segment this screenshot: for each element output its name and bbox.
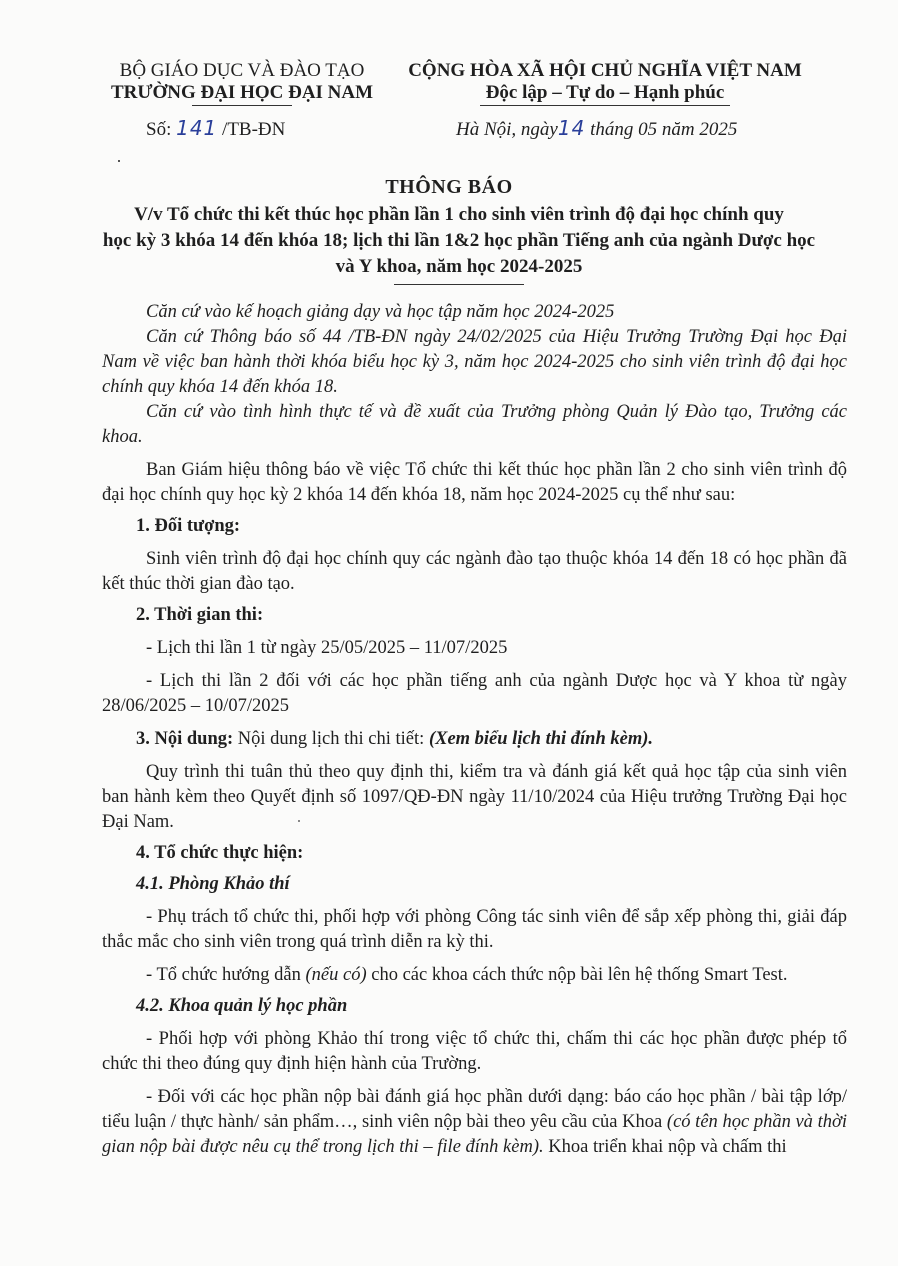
scan-speck-2 <box>298 820 300 822</box>
date-prefix: Hà Nội, ngày <box>456 119 558 140</box>
section-4-2-item-2-start: - Đối với các học phần nộp bài đánh giá học phần dưới dạng: báo cáo học phần / bài tập lớp/ tiểu luận / thực hành/ sản phẩm…, sinh viên nộp bài theo yêu cầu của Khoa <box>102 1087 847 1132</box>
section-2-item-2: - Lịch thi lần 2 đối với các học phần tiếng anh của ngành Dược học và Y khoa từ ngày 28/06/2025 – 10/07/2025 <box>102 671 847 716</box>
subject-line-1: V/v Tổ chức thi kết thúc học phần lần 1 cho sinh viên trình độ đại học chính quy <box>134 204 784 225</box>
section-4-2-item-2-end: Khoa triển khai nộp và chấm thi <box>548 1137 787 1157</box>
document-date <box>456 116 737 141</box>
section-3-attachment: (Xem biểu lịch thi đính kèm). <box>428 729 654 749</box>
national-motto: Độc lập – Tự do – Hạnh phúc <box>485 82 725 103</box>
section-4-2-item-1: - Phối hợp với phòng Khảo thí trong việc tổ chức thi, chấm thi các học phần được phép tổ chức thi theo đúng quy định hiện hành của Trường. <box>102 1029 847 1074</box>
section-4-2-heading: 4.2. Khoa quản lý học phần <box>136 996 348 1016</box>
section-4-1-item-2-end: cho các khoa cách thức nộp bài lên hệ thống Smart Test. <box>371 965 788 985</box>
section-4-1-item-1: - Phụ trách tổ chức thi, phối hợp với phòng Công tác sinh viên để sắp xếp phòng thi, giải đáp thắc mắc cho sinh viên trong quá trình diễn ra kỳ thi. <box>102 907 847 952</box>
section-3-paragraph: Quy trình thi tuân thủ theo quy định thi, kiểm tra và đánh giá kết quả học tập của sinh viên ban hành kèm theo Quyết định số 1097/QĐ-ĐN ngày 11/10/2024 của Hiệu trưởng Trường Đại học Đại Nam. <box>102 762 847 832</box>
motto-underline <box>480 105 730 106</box>
issuer-underline <box>192 105 292 106</box>
section-4-1-heading: 4.1. Phòng Khảo thí <box>136 874 290 894</box>
section-3-text: Nội dung lịch thi chi tiết: <box>237 729 425 749</box>
section-2-item-1: - Lịch thi lần 1 từ ngày 25/05/2025 – 11/07/2025 <box>146 638 508 658</box>
basis-1: Căn cứ vào kế hoạch giảng dạy và học tập năm học 2024-2025 <box>146 302 615 322</box>
section-3-line <box>102 727 847 752</box>
handwritten-number: 141 <box>176 116 218 140</box>
date-suffix: tháng 05 năm 2025 <box>590 119 738 140</box>
section-4-1-item-2 <box>102 963 847 988</box>
subject-line-2: học kỳ 3 khóa 14 đến khóa 18; lịch thi lần 1&2 học phần Tiếng anh của ngành Dược học <box>102 230 816 251</box>
basis-2: Căn cứ Thông báo số 44 /TB-ĐN ngày 24/02/2025 của Hiệu Trưởng Trường Đại học Đại Nam về việc ban hành thời khóa biểu học kỳ 3, năm học 2024-2025 cho sinh viên trình độ đại học chính quy khóa 14 đến khóa 18. <box>102 327 847 397</box>
national-header <box>390 60 820 106</box>
intro-paragraph: Ban Giám hiệu thông báo về việc Tổ chức thi kết thúc học phần lần 2 cho sinh viên trình độ đại học chính quy học kỳ 2 khóa 14 đến khóa 18, năm học 2024-2025 cụ thể như sau: <box>102 460 847 505</box>
republic-name: CỘNG HÒA XÃ HỘI CHỦ NGHĨA VIỆT NAM <box>408 60 802 81</box>
section-4-1-item-2-start: - Tổ chức hướng dẫn <box>146 965 301 985</box>
scan-speck <box>118 160 120 162</box>
section-3-heading: 3. Nội dung: <box>136 729 234 749</box>
number-suffix: /TB-ĐN <box>222 119 286 140</box>
section-2-heading: 2. Thời gian thi: <box>136 605 264 625</box>
document-number <box>146 116 285 141</box>
handwritten-day: 14 <box>557 116 586 140</box>
section-4-1-item-2-note: (nếu có) <box>305 965 367 985</box>
section-4-2-item-2-note: (có tên học phần và thời gian nộp bài được nêu cụ thể trong lịch thi – file đính kèm). <box>102 1112 847 1157</box>
basis-3: Căn cứ vào tình hình thực tế và đề xuất của Trưởng phòng Quản lý Đào tạo, Trưởng các khoa. <box>102 402 847 447</box>
document-subject <box>94 202 824 285</box>
document-body <box>102 300 847 1160</box>
section-1-text: Sinh viên trình độ đại học chính quy các ngành đào tạo thuộc khóa 14 đến 18 có học phần đã kết thúc thời gian đào tạo. <box>102 549 847 594</box>
section-4-heading: 4. Tổ chức thực hiện: <box>136 843 304 863</box>
school-name: TRƯỜNG ĐẠI HỌC ĐẠI NAM <box>110 82 374 103</box>
ministry-name: BỘ GIÁO DỤC VÀ ĐÀO TẠO <box>119 60 365 81</box>
section-1-heading: 1. Đối tượng: <box>136 516 241 536</box>
subject-underline <box>394 284 524 285</box>
document-title: THÔNG BÁO <box>385 176 513 198</box>
section-4-2-item-2 <box>102 1085 847 1160</box>
number-prefix: Số: <box>146 119 172 140</box>
issuer-block <box>92 60 392 106</box>
subject-line-3: và Y khoa, năm học 2024-2025 <box>335 256 583 277</box>
